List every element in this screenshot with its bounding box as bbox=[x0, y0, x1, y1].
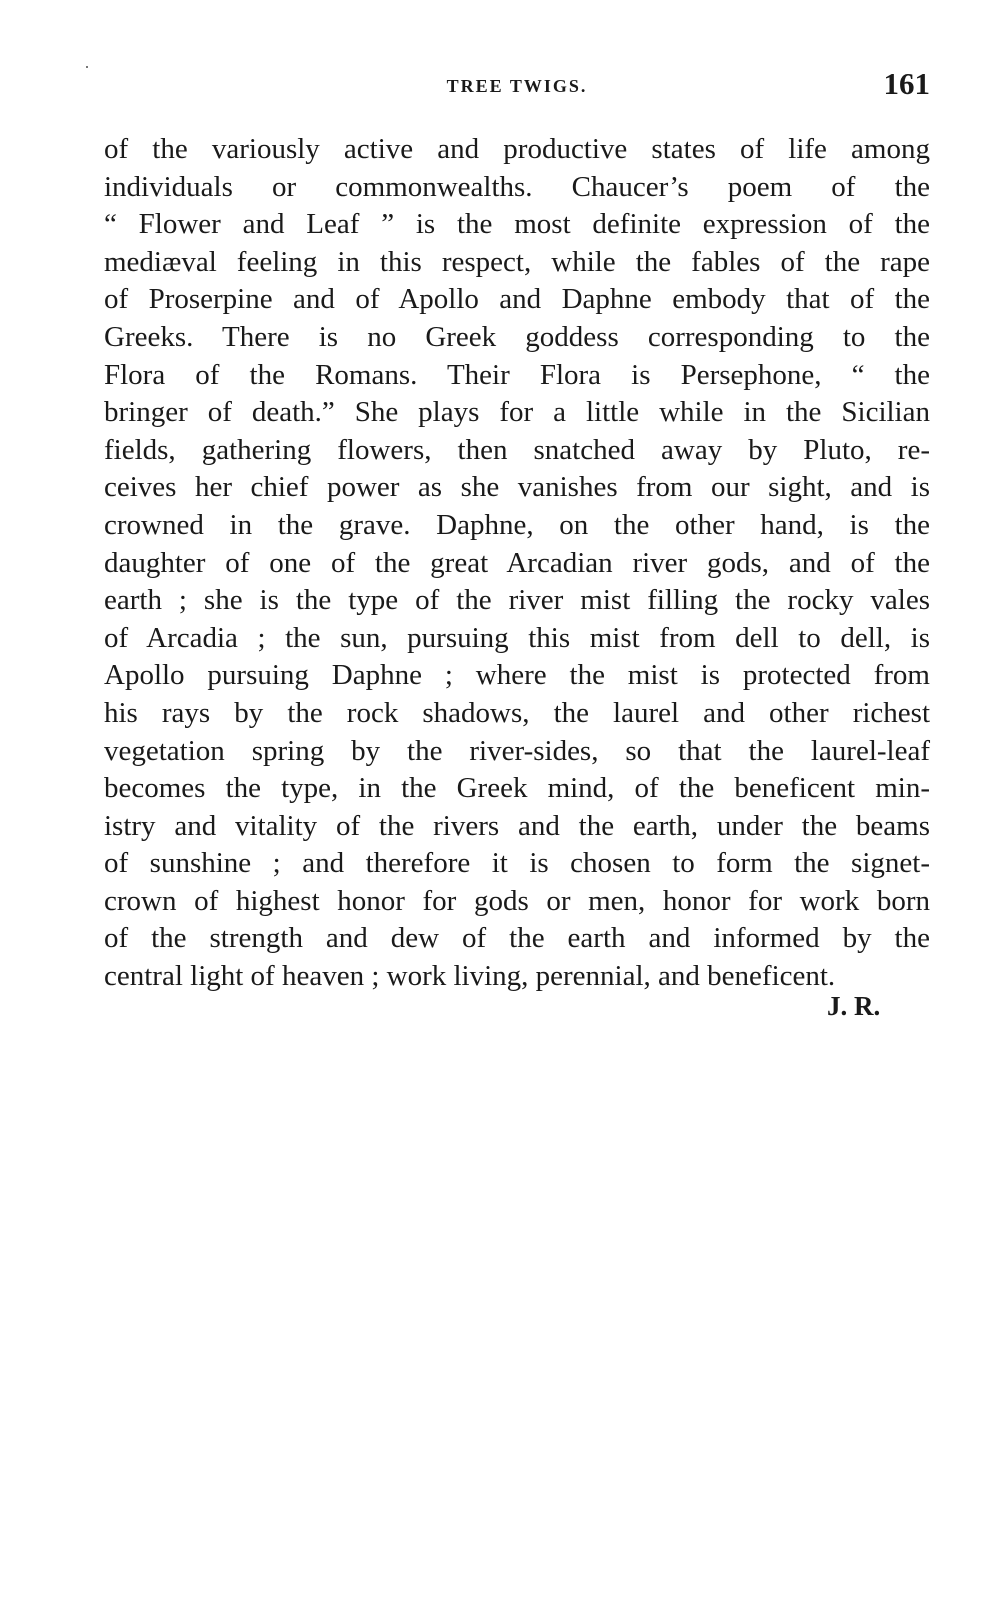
signature: J. R. bbox=[827, 991, 881, 1021]
text-line: bringer of death.” She plays for a little while in the Sicilian bbox=[104, 396, 930, 429]
text-line: of the variously active and productive states of life among bbox=[104, 133, 930, 165]
text-line: istry and vitality of the rivers and the earth, under the beams bbox=[104, 809, 930, 842]
page-number: 161 bbox=[883, 66, 930, 101]
text-line: individuals or commonwealths. Chaucer’s poem of the bbox=[104, 170, 930, 203]
text-line: vegetation spring by the river-sides, so that the laurel-leaf bbox=[104, 734, 930, 767]
text-line: his rays by the rock shadows, the laurel and other richest bbox=[104, 696, 930, 729]
text-line: fields, gathering flowers, then snatched away by Pluto, re- bbox=[104, 433, 930, 466]
text-line: Greeks. There is no Greek goddess corresponding to the bbox=[104, 320, 930, 353]
text-line: of sunshine ; and therefore it is chosen to form the signet- bbox=[104, 847, 930, 880]
text-line: of Arcadia ; the sun, pursuing this mist from dell to dell, is bbox=[104, 621, 930, 654]
text-line: of Proserpine and of Apollo and Daphne embody that of the bbox=[104, 283, 930, 316]
text-line: daughter of one of the great Arcadian river gods, and of the bbox=[104, 546, 930, 579]
text-line: of the strength and dew of the earth and informed by the bbox=[104, 922, 930, 955]
running-head bbox=[104, 66, 930, 106]
print-speck bbox=[86, 66, 88, 68]
body-text bbox=[104, 131, 930, 996]
text-line: Flora of the Romans. Their Flora is Persephone, “ the bbox=[104, 358, 930, 391]
text-line: becomes the type, in the Greek mind, of the beneficent min- bbox=[104, 772, 930, 805]
text-line: earth ; she is the type of the river mist filling the rocky vales bbox=[104, 584, 930, 617]
text-line: mediæval feeling in this respect, while the fables of the rape bbox=[104, 245, 930, 278]
text-line: ceives her chief power as she vanishes from our sight, and is bbox=[104, 471, 930, 504]
running-title: TREE TWIGS. bbox=[446, 76, 588, 96]
text-line: central light of heaven ; work living, perennial, and beneficent. bbox=[104, 960, 836, 993]
text-line: crown of highest honor for gods or men, honor for work born bbox=[104, 884, 930, 917]
text-line: “ Flower and Leaf ” is the most definite expression of the bbox=[104, 208, 930, 241]
text-line: crowned in the grave. Daphne, on the other hand, is the bbox=[104, 508, 930, 541]
text-line: Apollo pursuing Daphne ; where the mist is protected from bbox=[104, 659, 930, 692]
